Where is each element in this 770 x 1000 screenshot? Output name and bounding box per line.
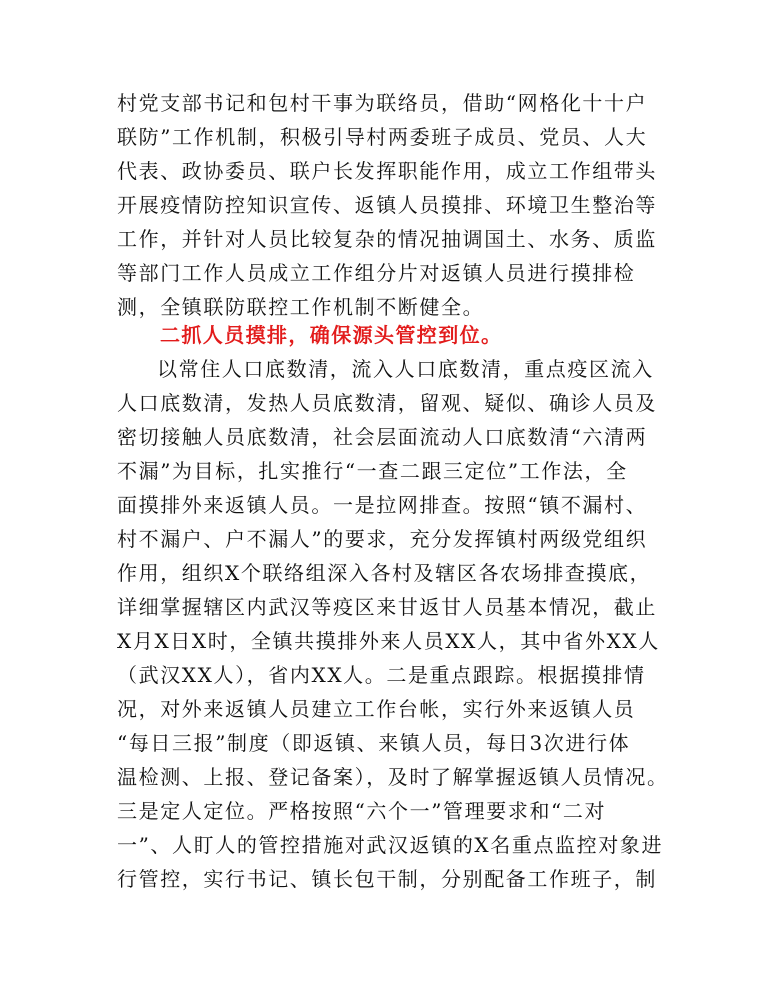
section-heading: 二抓人员摸排，确保源头管控到位。 bbox=[160, 323, 503, 347]
text-line: 测，全镇联防联控工作机制不断健全。 bbox=[117, 295, 485, 319]
text-line: 以常住人口底数清，流入人口底数清，重点疫区流入 bbox=[157, 357, 654, 381]
text-line: 村党支部书记和包村干事为联络员，借助“网格化十十户 bbox=[117, 91, 648, 115]
text-line: 详细掌握辖区内武汉等疫区来甘返甘人员基本情况，截止 bbox=[117, 595, 657, 619]
text-line: 人口底数清，发热人员底数清，留观、疑似、确诊人员及 bbox=[117, 391, 657, 415]
text-line: 况，对外来返镇人员建立工作台帐，实行外来返镇人员 bbox=[117, 697, 636, 721]
text-line: 开展疫情防控知识宣传、返镇人员摸排、环境卫生整治等 bbox=[117, 193, 657, 217]
text-line: 密切接触人员底数清，社会层面流动人口底数清“六清两 bbox=[117, 425, 648, 449]
text-line: 一”、人盯人的管控措施对武汉返镇的X名重点监控对象进 bbox=[117, 833, 664, 857]
text-line: 代表、政协委员、联户长发挥职能作用，成立工作组带头 bbox=[117, 159, 657, 183]
paragraph-1 bbox=[117, 86, 657, 324]
text-line: （武汉XX人），省内XX人。二是重点跟踪。根据摸排情 bbox=[117, 663, 646, 687]
text-line: “每日三报”制度（即返镇、来镇人员，每日3次进行体 bbox=[117, 731, 631, 755]
text-line: 村不漏户、户不漏人”的要求，充分发挥镇村两级党组织 bbox=[117, 527, 648, 551]
text-line: 温检测、上报、登记备案），及时了解掌握返镇人员情况。 bbox=[117, 765, 669, 789]
text-line: 面摸排外来返镇人员。一是拉网排查。按照“镇不漏村、 bbox=[117, 493, 648, 517]
text-line: 工作，并针对人员比较复杂的情况抽调国土、水务、质监 bbox=[117, 227, 657, 251]
text-line: 不漏”为目标，扎实推行“一查二跟三定位”工作法，全 bbox=[117, 459, 628, 483]
text-line: 行管控，实行书记、镇长包干制，分别配备工作班子，制 bbox=[117, 867, 657, 891]
text-line: 等部门工作人员成立工作组分片对返镇人员进行摸排检 bbox=[117, 261, 636, 285]
text-line: 作用，组织X个联络组深入各村及辖区各农场排查摸底， bbox=[117, 561, 652, 585]
text-line: 三是定人定位。严格按照“六个一”管理要求和“二对 bbox=[117, 799, 607, 823]
paragraph-2 bbox=[117, 352, 669, 896]
text-line: 联防”工作机制，积极引导村两委班子成员、党员、人大 bbox=[117, 125, 648, 149]
text-line: X月X日X时，全镇共摸排外来人员XX人，其中省外XX人 bbox=[117, 629, 660, 653]
